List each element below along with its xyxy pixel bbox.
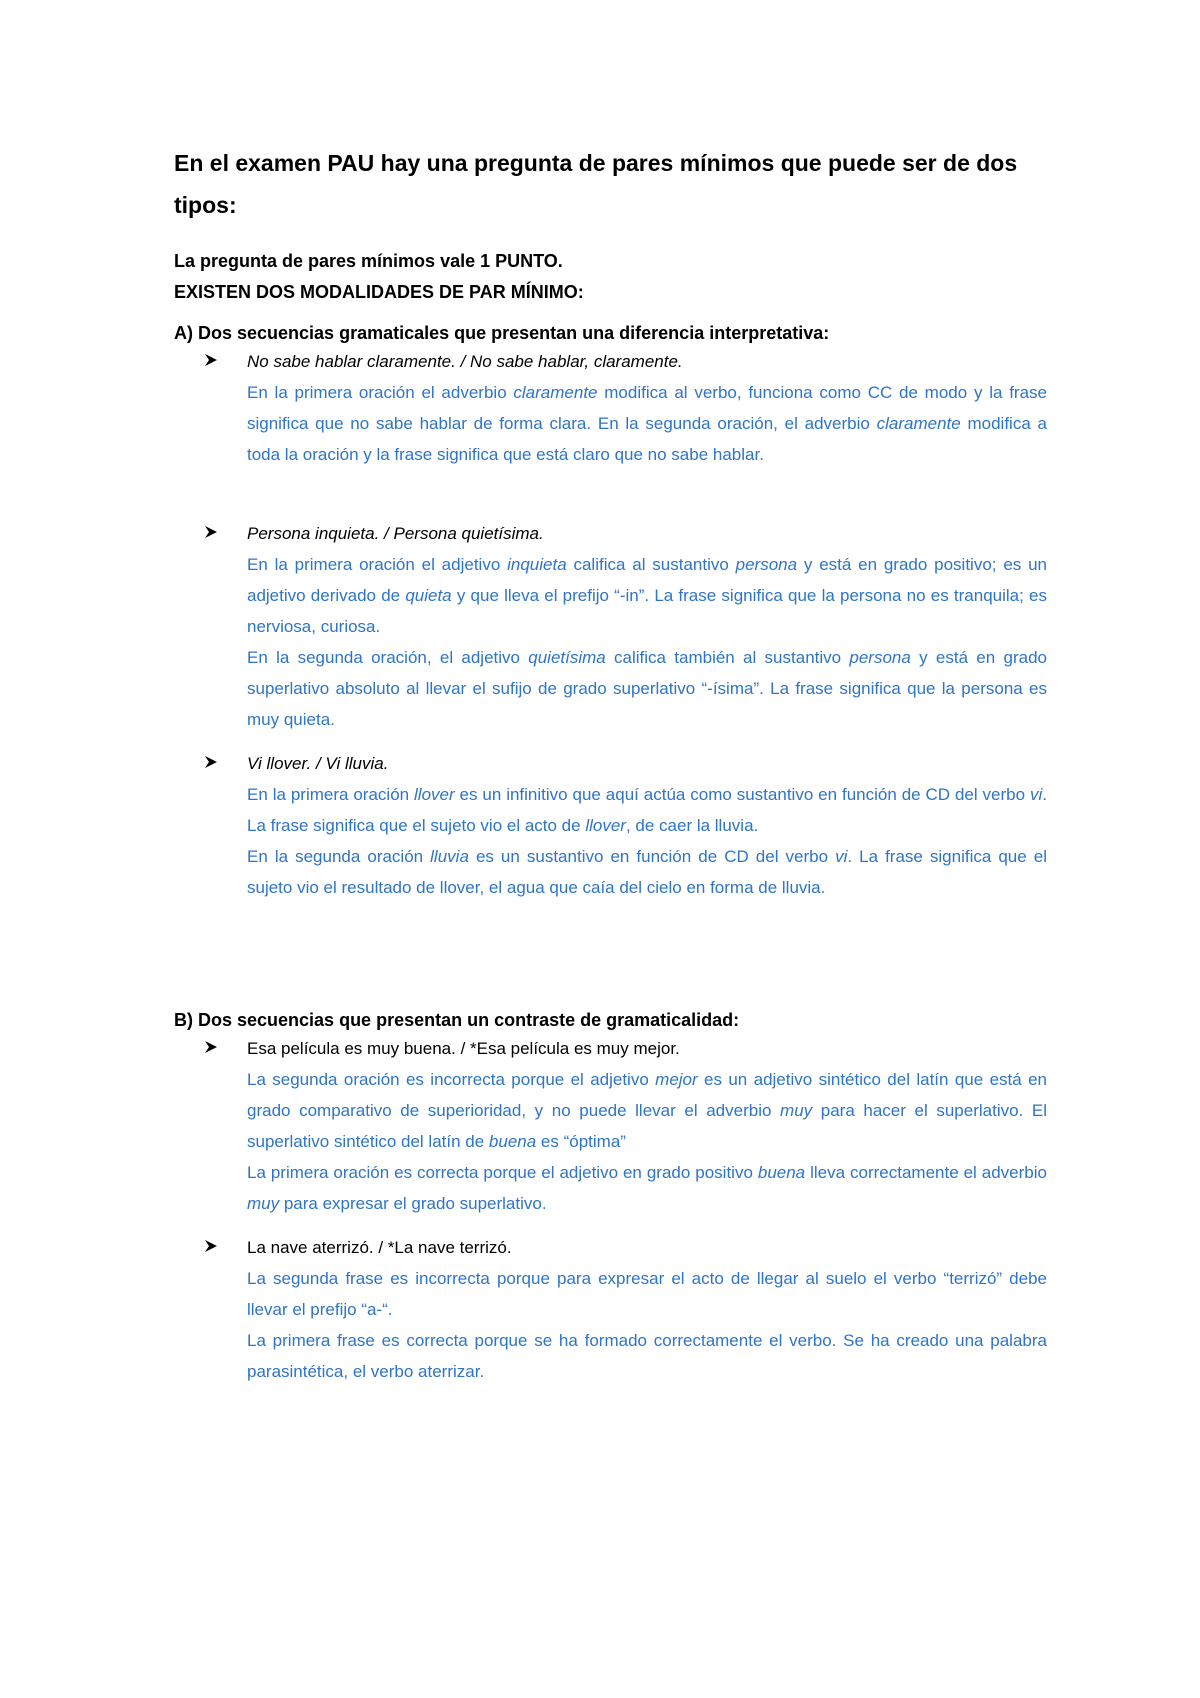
example-pair: Esa película es muy buena. / *Esa película es muy mejor. [247,1039,680,1058]
italic-term: claramente [513,383,598,402]
arrowhead-bullet-icon [204,755,218,769]
explanation: La segunda frase es incorrecta porque para expresar el acto de llegar al suelo el verbo “terrizó” debe llevar el prefijo “a-“. [247,1269,1047,1319]
explanation: La primera oración es correcta porque el adjetivo en grado positivo buena lleva correctamente el adverbio muy para expresar el grado superlativo. [247,1163,1047,1213]
explanation: En la segunda oración, el adjetivo quietísima califica también al sustantivo persona y está en grado superlativo absoluto al llevar el sufijo de grado superlativo “-ísima”. La frase significa que la persona es muy quieta. [247,648,1047,729]
section-a-item-3 [207,748,1047,903]
page-heading: En el examen PAU hay una pregunta de pares mínimos que puede ser de dos tipos: [174,150,1018,218]
italic-term: llover [414,785,455,804]
explanation: En la primera oración llover es un infinitivo que aquí actúa como sustantivo en función de CD del verbo vi. La frase significa que el sujeto vio el acto de llover, de caer la lluvia. [247,785,1047,835]
explanation: La primera frase es correcta porque se ha formado correctamente el verbo. Se ha creado una palabra parasintética, el verbo aterrizar. [247,1331,1047,1381]
section-b-item-2 [207,1232,1047,1387]
arrowhead-bullet-icon [204,525,218,539]
italic-term: inquieta [507,555,567,574]
intro-modalities: EXISTEN DOS MODALIDADES DE PAR MÍNIMO: [174,282,584,302]
section-b-item-1 [207,1033,1047,1219]
italic-term: quietísima [528,648,606,667]
italic-term: lluvia [430,847,469,866]
section-a-title: A) Dos secuencias gramaticales que presentan una diferencia interpretativa: [174,323,830,343]
explanation: En la primera oración el adjetivo inquieta califica al sustantivo persona y está en grado positivo; es un adjetivo derivado de quieta y que lleva el prefijo “-in”. La frase significa que la persona no es tranquila; es nerviosa, curiosa. [247,555,1047,636]
italic-term: buena [757,1163,806,1182]
arrowhead-bullet-icon [204,1040,218,1054]
explanation: La segunda oración es incorrecta porque el adjetivo mejor es un adjetivo sintético del latín que está en grado comparativo de superioridad, y no puede llevar el adverbio muy para hacer el superlativo. El superlativo sintético del latín de buena es “óptima” [247,1070,1047,1151]
example-pair: No sabe hablar claramente. / No sabe hablar, claramente. [247,352,683,371]
intro-points: La pregunta de pares mínimos vale 1 PUNTO. [174,251,563,271]
intro-block [174,246,1054,308]
arrowhead-bullet-icon [204,353,218,367]
italic-term: quieta [405,586,452,605]
italic-term: mejor [655,1070,698,1089]
italic-term: vi [835,847,848,866]
italic-term: muy [780,1101,813,1120]
section-b-title: B) Dos secuencias que presentan un contraste de gramaticalidad: [174,1010,740,1030]
example-pair: Persona inquieta. / Persona quietísima. [247,524,544,543]
example-pair: La nave aterrizó. / *La nave terrizó. [247,1238,512,1257]
italic-term: buena [488,1132,537,1151]
italic-term: muy [247,1194,280,1213]
explanation: En la primera oración el adverbio claramente modifica al verbo, funciona como CC de modo y la frase significa que no sabe hablar de forma clara. En la segunda oración, el adverbio claramente modifica a toda la oración y la frase significa que está claro que no sabe hablar. [247,383,1048,464]
arrowhead-bullet-icon [204,1239,218,1253]
explanation: En la segunda oración lluvia es un sustantivo en función de CD del verbo vi. La frase significa que el sujeto vio el resultado de llover, el agua que caía del cielo en forma de lluvia. [247,847,1047,897]
italic-term: claramente [876,414,961,433]
example-pair: Vi llover. / Vi lluvia. [247,754,389,773]
section-a-item-1 [207,346,1047,470]
italic-term: persona [849,648,911,667]
italic-term: llover [585,816,626,835]
section-a-item-2 [207,518,1047,735]
italic-term: vi [1029,785,1043,804]
italic-term: persona [735,555,798,574]
